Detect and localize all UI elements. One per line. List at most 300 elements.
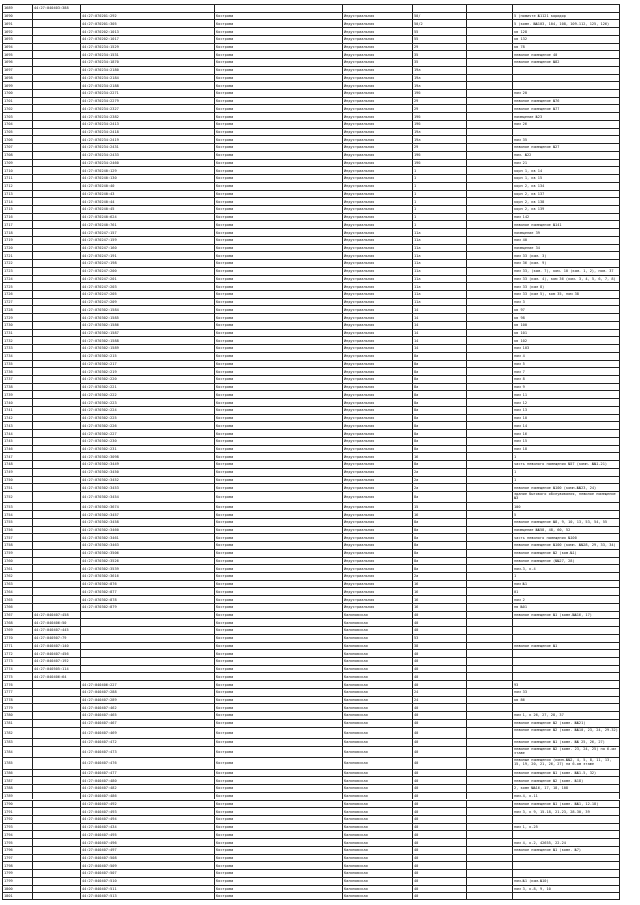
city-cell: Кострома (214, 855, 342, 862)
city-cell: Кострома (214, 808, 342, 815)
house-number-cell: 50/2 (412, 20, 466, 27)
premises-description-cell: пом. №22 (512, 152, 620, 159)
extra-cell (466, 673, 512, 680)
row-number-cell: 1784 (2, 747, 32, 757)
city-cell: Кострома (214, 527, 342, 534)
parcel-number-cell (32, 801, 80, 808)
city-cell: Кострома (214, 704, 342, 711)
table-row (2, 290, 620, 298)
parcel-number-cell (32, 314, 80, 321)
extra-cell (466, 878, 512, 885)
object-number-cell: 44:27:070234:2433 (80, 152, 214, 159)
extra-cell (466, 604, 512, 611)
row-number-cell: 1705 (2, 129, 32, 136)
street-cell: Индустриальная (342, 191, 412, 198)
premises-description-cell: пом 4, к.2, 42655, 22-24 (512, 839, 620, 846)
row-number-cell: 1771 (2, 643, 32, 650)
premises-description-cell: нежилое помещение №2 (комн. №№10, 23, 24, 29-32) (512, 728, 620, 738)
house-number-cell: 11а (412, 291, 466, 298)
city-cell: Кострома (214, 681, 342, 688)
row-number-cell: 1702 (2, 105, 32, 112)
extra-cell (466, 20, 512, 27)
parcel-number-cell (32, 13, 80, 20)
street-cell: Индустриальная (342, 422, 412, 429)
object-number-cell: 44:27:040407:482 (80, 785, 214, 792)
object-number-cell: 44:27:070302:1587 (80, 330, 214, 337)
house-number-cell: 40 (412, 770, 466, 777)
object-number-cell: 44:27:040407:513 (80, 893, 214, 899)
city-cell: Кострома (214, 542, 342, 549)
row-number-cell: 1796 (2, 847, 32, 854)
premises-description-cell: пом 9 (512, 384, 620, 391)
street-cell: Калиновская (342, 720, 412, 727)
extra-cell (466, 808, 512, 815)
row-number-cell: 1711 (2, 175, 32, 182)
city-cell: Кострома (214, 237, 342, 244)
parcel-number-cell (32, 152, 80, 159)
house-number-cell: 1 (412, 206, 466, 213)
house-number-cell: 38 (412, 643, 466, 650)
extra-cell (466, 650, 512, 657)
row-number-cell: 1698 (2, 75, 32, 82)
city-cell: Кострома (214, 728, 342, 738)
table-row (2, 476, 620, 484)
extra-cell (466, 90, 512, 97)
extra-cell (466, 777, 512, 784)
object-number-cell: 44:27:070302:879 (80, 604, 214, 611)
table-row (2, 12, 620, 20)
parcel-number-cell (32, 51, 80, 58)
row-number-cell: 1720 (2, 245, 32, 252)
house-number-cell: 40 (412, 627, 466, 634)
street-cell: Индустриальная (342, 268, 412, 275)
row-number-cell: 1745 (2, 438, 32, 445)
row-number-cell: 1715 (2, 206, 32, 213)
premises-description-cell: нежилое помещение №27 (512, 144, 620, 151)
object-number-cell: 44:27:040407:288 (80, 689, 214, 696)
house-number-cell: 40 (412, 824, 466, 831)
parcel-number-cell (32, 503, 80, 510)
city-cell: Кострома (214, 793, 342, 800)
table-row (2, 703, 620, 711)
parcel-number-cell (32, 391, 80, 398)
house-number-cell: 11а (412, 299, 466, 306)
city-cell: Кострома (214, 658, 342, 665)
parcel-number-cell (32, 221, 80, 228)
extra-cell (466, 793, 512, 800)
premises-description-cell: нежилое помещение №1 (512, 643, 620, 650)
object-number-cell: 44:27:070302:878 (80, 596, 214, 603)
premises-description-cell: пом 33 (512, 689, 620, 696)
house-number-cell: 29 (412, 105, 466, 112)
street-cell: Индустриальная (342, 337, 412, 344)
parcel-number-cell (32, 492, 80, 502)
city-cell: Кострома (214, 430, 342, 437)
row-number-cell: 1690 (2, 13, 32, 20)
table-row (2, 892, 620, 900)
house-number-cell: 40 (412, 612, 466, 619)
city-cell: Кострома (214, 376, 342, 383)
row-number-cell: 1792 (2, 816, 32, 823)
parcel-number-cell (32, 121, 80, 128)
parcel-number-cell (32, 816, 80, 823)
street-cell: Индустриальная (342, 221, 412, 228)
house-number-cell: 1 (412, 175, 466, 182)
extra-cell (466, 291, 512, 298)
object-number-cell: 44:27:040407:494 (80, 816, 214, 823)
parcel-number-cell (32, 886, 80, 893)
object-number-cell: 44:27:070240:761 (80, 221, 214, 228)
house-number-cell: 16 (412, 453, 466, 460)
extra-cell (466, 596, 512, 603)
city-cell: Кострома (214, 477, 342, 484)
table-row (2, 526, 620, 534)
row-number-cell: 1763 (2, 581, 32, 588)
parcel-number-cell (32, 376, 80, 383)
object-number-cell (80, 612, 214, 619)
premises-description-cell (512, 666, 620, 673)
extra-cell (466, 681, 512, 688)
extra-cell (466, 36, 512, 43)
row-number-cell: 1692 (2, 28, 32, 35)
extra-cell (466, 581, 512, 588)
city-cell: Кострома (214, 604, 342, 611)
premises-description-cell (512, 862, 620, 869)
row-number-cell: 1799 (2, 878, 32, 885)
street-cell: Калиновская (342, 816, 412, 823)
object-number-cell: 44:27:040407:495 (80, 831, 214, 838)
object-number-cell: 44:27:070202:1017 (80, 36, 214, 43)
extra-cell (466, 534, 512, 541)
street-cell: Индустриальная (342, 175, 412, 182)
premises-description-cell: 2, комн №№16, 17, 18, 108 (512, 785, 620, 792)
city-cell: Кострома (214, 407, 342, 414)
house-number-cell: 1 (412, 191, 466, 198)
object-number-cell (80, 635, 214, 642)
extra-cell (466, 422, 512, 429)
row-number-cell: 1760 (2, 558, 32, 565)
premises-description-cell (512, 870, 620, 877)
premises-description-cell (512, 635, 620, 642)
house-number-cell: 19б (412, 113, 466, 120)
house-number-cell: 8а (412, 399, 466, 406)
house-number-cell: 19а (412, 75, 466, 82)
extra-cell (466, 198, 512, 205)
city-cell: Кострома (214, 67, 342, 74)
extra-cell (466, 728, 512, 738)
parcel-number-cell (32, 793, 80, 800)
city-cell: Кострома (214, 503, 342, 510)
premises-description-cell (512, 129, 620, 136)
parcel-number-cell: 44:27:040403:388 (32, 5, 80, 12)
row-number-cell: 1699 (2, 82, 32, 89)
object-number-cell: 44:27:070302:3460 (80, 527, 214, 534)
house-number-cell: 40 (412, 893, 466, 899)
city-cell: Кострома (214, 306, 342, 313)
street-cell: Индустриальная (342, 384, 412, 391)
premises-description-cell: пом 16 (512, 430, 620, 437)
city-cell: Кострома (214, 384, 342, 391)
object-number-cell: 44:27:070302:220 (80, 376, 214, 383)
row-number-cell: 1717 (2, 221, 32, 228)
city-cell: Кострома (214, 438, 342, 445)
city-cell: Кострома (214, 368, 342, 375)
object-number-cell: 44:27:070302:217 (80, 361, 214, 368)
extra-cell (466, 503, 512, 510)
premises-description-cell: кв 102 (512, 337, 620, 344)
street-cell: Индустриальная (342, 581, 412, 588)
city-cell: Кострома (214, 276, 342, 283)
house-number-cell: 15 (412, 503, 466, 510)
parcel-number-cell (32, 422, 80, 429)
city-cell: Кострома (214, 785, 342, 792)
parcel-number-cell (32, 291, 80, 298)
house-number-cell: 14 (412, 306, 466, 313)
house-number-cell: 29 (412, 98, 466, 105)
object-number-cell: 44:27:070302:876 (80, 581, 214, 588)
object-number-cell: 44:27:070302:3526 (80, 558, 214, 565)
street-cell: Индустриальная (342, 167, 412, 174)
house-number-cell: 8а (412, 391, 466, 398)
street-cell: Индустриальная (342, 121, 412, 128)
table-row (2, 792, 620, 800)
parcel-number-cell (32, 824, 80, 831)
parcel-number-cell (32, 20, 80, 27)
extra-cell (466, 152, 512, 159)
street-cell: Калиновская (342, 747, 412, 757)
parcel-number-cell (32, 542, 80, 549)
table-row (2, 174, 620, 182)
table-row (2, 205, 620, 213)
parcel-number-cell (32, 399, 80, 406)
parcel-number-cell (32, 229, 80, 236)
table-row (2, 390, 620, 398)
extra-cell (466, 712, 512, 719)
city-cell: Кострома (214, 816, 342, 823)
table-row (2, 885, 620, 893)
house-number-cell: 40 (412, 704, 466, 711)
extra-cell (466, 484, 512, 491)
street-cell: Индустриальная (342, 534, 412, 541)
table-row (2, 251, 620, 259)
city-cell: Кострома (214, 221, 342, 228)
row-number-cell: 1786 (2, 770, 32, 777)
premises-description-cell: пом 142 (512, 214, 620, 221)
house-number-cell: 11а (412, 283, 466, 290)
parcel-number-cell (32, 893, 80, 899)
premises-description-cell: 1 (512, 573, 620, 580)
table-row (2, 429, 620, 437)
house-number-cell: 55 (412, 28, 466, 35)
object-number-cell: 44:27:070247:203 (80, 283, 214, 290)
extra-cell (466, 237, 512, 244)
object-number-cell: 44:27:070247:201 (80, 276, 214, 283)
street-cell: Индустриальная (342, 299, 412, 306)
parcel-number-cell (32, 720, 80, 727)
street-cell: Калиновская (342, 808, 412, 815)
object-number-cell (80, 658, 214, 665)
parcel-number-cell (32, 183, 80, 190)
row-number-cell: 1747 (2, 453, 32, 460)
parcel-number-cell (32, 330, 80, 337)
row-number-cell: 1772 (2, 650, 32, 657)
object-number-cell: 44:27:070302:3461 (80, 534, 214, 541)
street-cell: Индустриальная (342, 36, 412, 43)
object-number-cell: 44:27:070302:221 (80, 384, 214, 391)
extra-cell (466, 75, 512, 82)
row-number-cell: 1781 (2, 720, 32, 727)
parcel-number-cell (32, 681, 80, 688)
parcel-number-cell (32, 44, 80, 51)
extra-cell (466, 283, 512, 290)
table-row (2, 815, 620, 823)
parcel-number-cell (32, 839, 80, 846)
table-row (2, 757, 620, 768)
object-number-cell: 44:27:040407:497 (80, 847, 214, 854)
row-number-cell: 1782 (2, 728, 32, 738)
house-number-cell: 40 (412, 785, 466, 792)
street-cell: Индустриальная (342, 391, 412, 398)
object-number-cell: 44:27:070240:624 (80, 214, 214, 221)
table-row (2, 352, 620, 360)
extra-cell (466, 477, 512, 484)
object-number-cell: 44:27:040407:486 (80, 793, 214, 800)
city-cell: Кострома (214, 801, 342, 808)
premises-description-cell: пом 36 (ком. 9) (512, 260, 620, 267)
extra-cell (466, 446, 512, 453)
street-cell: Индустриальная (342, 415, 412, 422)
street-cell: Индустриальная (342, 477, 412, 484)
object-number-cell: 44:27:070302:3449 (80, 461, 214, 468)
object-number-cell (80, 619, 214, 626)
street-cell: Индустриальная (342, 28, 412, 35)
city-cell: Кострома (214, 20, 342, 27)
extra-cell (466, 739, 512, 746)
parcel-number-cell (32, 198, 80, 205)
house-number-cell: 1 (412, 167, 466, 174)
street-cell: Индустриальная (342, 105, 412, 112)
table-row (2, 375, 620, 383)
street-cell: Индустриальная (342, 361, 412, 368)
object-number-cell: 44:27:070234:2279 (80, 98, 214, 105)
parcel-number-cell (32, 808, 80, 815)
extra-cell (466, 183, 512, 190)
object-number-cell: 44:27:070247:191 (80, 252, 214, 259)
street-cell: Индустриальная (342, 291, 412, 298)
table-row (2, 738, 620, 746)
city-cell: Кострома (214, 183, 342, 190)
parcel-number-cell (32, 129, 80, 136)
table-row (2, 452, 620, 460)
object-number-cell: 44:27:070234:1529 (80, 44, 214, 51)
extra-cell (466, 306, 512, 313)
row-number-cell: 1689 (2, 5, 32, 12)
row-number-cell: 1761 (2, 565, 32, 572)
city-cell: Кострома (214, 90, 342, 97)
street-cell: Индустриальная (342, 306, 412, 313)
table-row (2, 74, 620, 82)
house-number-cell: 24 (412, 689, 466, 696)
table-row (2, 220, 620, 228)
house-number-cell: 8а (412, 376, 466, 383)
object-number-cell: 44:27:070234:2271 (80, 90, 214, 97)
object-number-cell: 44:27:070201:305 (80, 20, 214, 27)
object-number-cell: 44:27:040407:496 (80, 839, 214, 846)
table-row (2, 869, 620, 877)
row-number-cell: 1727 (2, 299, 32, 306)
street-cell: Индустриальная (342, 314, 412, 321)
object-number-cell: 44:27:070302:219 (80, 368, 214, 375)
city-cell: Кострома (214, 619, 342, 626)
row-number-cell: 1758 (2, 542, 32, 549)
house-number-cell: 11а (412, 237, 466, 244)
street-cell: Калиновская (342, 650, 412, 657)
extra-cell (466, 558, 512, 565)
object-number-cell: 44:27:070302:1588 (80, 337, 214, 344)
street-cell: Индустриальная (342, 550, 412, 557)
row-number-cell: 1770 (2, 635, 32, 642)
house-number-cell: 1 (412, 214, 466, 221)
row-number-cell: 1738 (2, 384, 32, 391)
parcel-number-cell (32, 446, 80, 453)
house-number-cell: 40 (412, 777, 466, 784)
table-row (2, 58, 620, 66)
street-cell: Индустриальная (342, 565, 412, 572)
street-cell: Калиновская (342, 793, 412, 800)
object-number-cell: 44:27:070302:1586 (80, 322, 214, 329)
street-cell: Индустриальная (342, 407, 412, 414)
premises-description-cell: нежилое помещение №2 (комн. №№21) (512, 720, 620, 727)
house-number-cell: 40 (412, 839, 466, 846)
city-cell: Кострома (214, 635, 342, 642)
row-number-cell: 1765 (2, 596, 32, 603)
table-row (2, 595, 620, 603)
premises-description-cell: кв 86 (512, 697, 620, 704)
city-cell: Кострома (214, 399, 342, 406)
premises-description-cell (512, 816, 620, 823)
city-cell: Кострома (214, 650, 342, 657)
house-number-cell: 16 (412, 511, 466, 518)
premises-description-cell: пом 2 (512, 596, 620, 603)
city-cell: Кострома (214, 862, 342, 869)
table-row (2, 502, 620, 510)
house-number-cell: 8а (412, 361, 466, 368)
object-number-cell (80, 673, 214, 680)
street-cell: Калиновская (342, 681, 412, 688)
street-cell: Индустриальная (342, 152, 412, 159)
object-number-cell: 44:27:040407:509 (80, 862, 214, 869)
street-cell: Калиновская (342, 839, 412, 846)
premises-description-cell: нежилое помещение (№№27, 28) (512, 558, 620, 565)
extra-cell (466, 862, 512, 869)
street-cell: Индустриальная (342, 214, 412, 221)
table-row (2, 50, 620, 58)
object-number-cell: 44:27:070202:1013 (80, 28, 214, 35)
object-number-cell: 44:27:070302:3458 (80, 519, 214, 526)
street-cell: Калиновская (342, 689, 412, 696)
extra-cell (466, 361, 512, 368)
street-cell: Индустриальная (342, 59, 412, 66)
parcel-number-cell (32, 260, 80, 267)
table-row (2, 398, 620, 406)
premises-description-cell: пом 40 (512, 237, 620, 244)
row-number-cell: 1694 (2, 44, 32, 51)
extra-cell (466, 105, 512, 112)
street-cell: Индустриальная (342, 144, 412, 151)
table-row (2, 275, 620, 283)
extra-cell (466, 511, 512, 518)
premises-description-cell: корп 2, кв 138 (512, 198, 620, 205)
